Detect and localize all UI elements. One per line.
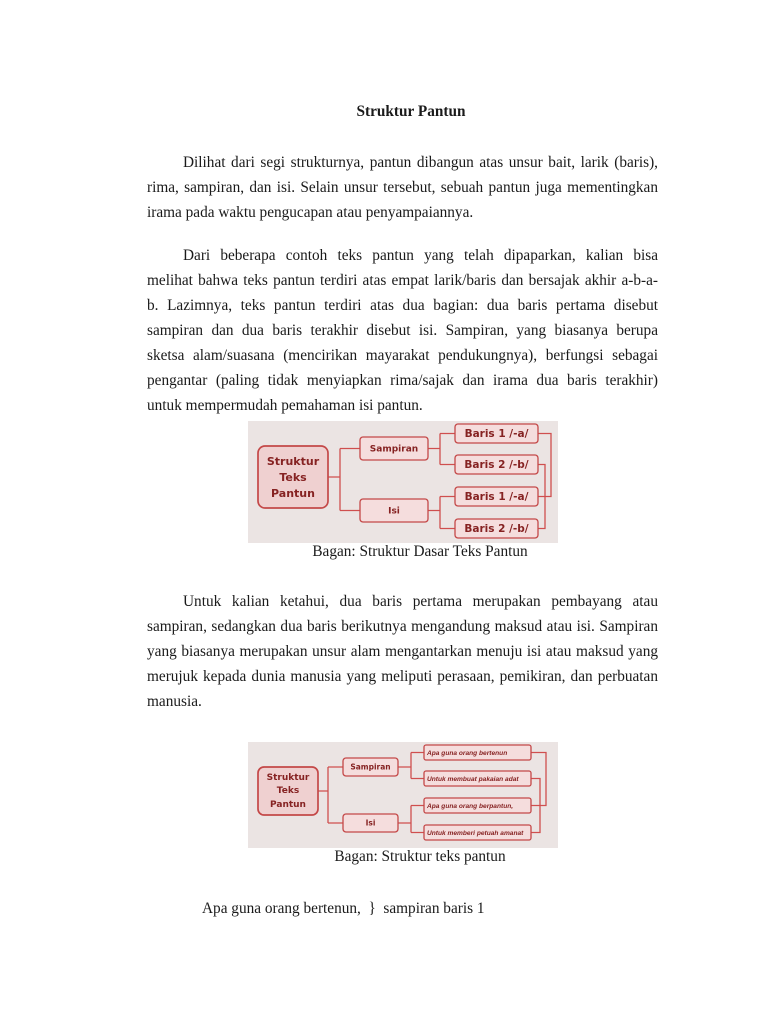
paragraph-line: manusia. xyxy=(147,692,202,710)
leaf-label: Untuk memberi petuah amanat xyxy=(427,829,524,837)
isi-label: Isi xyxy=(388,506,400,517)
paragraph-sampiran-isi xyxy=(147,243,658,418)
paragraph-line: b. Lazimnya, teks pantun terdiri atas dua bagian: dua baris pertama disebut xyxy=(147,296,658,314)
paragraph-line: merujuk kepada dunia manusia yang meliputi perasaan, pemikiran, dan perbuatan xyxy=(147,667,658,685)
root-label-line: Teks xyxy=(279,471,307,484)
isi-label: Isi xyxy=(365,818,376,828)
diagram-example-structure xyxy=(248,742,558,848)
figure-caption: Bagan: Struktur teks pantun xyxy=(334,847,506,865)
leaf-label: Apa guna orang bertenun xyxy=(427,749,508,757)
paragraph-line: sketsa alam/suasana (mencirikan mayarakat pendukungnya), berfungsi sebagai xyxy=(147,346,658,364)
root-label-line: Struktur xyxy=(266,455,320,468)
sampiran-label: Sampiran xyxy=(350,762,391,772)
diagram-basic-structure xyxy=(248,421,558,543)
root-label-line: Teks xyxy=(276,786,300,796)
figure-caption: Bagan: Struktur Dasar Teks Pantun xyxy=(312,542,528,560)
leaf-label: Apa guna orang berpantun, xyxy=(427,802,514,810)
leaf-label: Baris 1 /-a/ xyxy=(464,428,529,441)
pantun-verse: Apa guna orang bertenun, xyxy=(202,899,361,917)
leaf-label: Untuk membuat pakaian adat xyxy=(427,775,519,783)
paragraph-line: melihat bahwa teks pantun terdiri atas empat larik/baris dan bersajak akhir a-b-a- xyxy=(147,271,658,289)
root-label-line: Pantun xyxy=(270,800,306,810)
paragraph-line: Dilihat dari segi strukturnya, pantun dibangun atas unsur bait, larik (baris), xyxy=(183,153,658,171)
brace-symbol: } xyxy=(368,899,376,917)
paragraph-line: rima, sampiran, dan isi. Selain unsur tersebut, sebuah pantun juga mementingkan xyxy=(147,178,658,196)
page-title: Struktur Pantun xyxy=(356,102,466,120)
root-label-line: Pantun xyxy=(271,487,315,500)
leaf-label: Baris 2 /-b/ xyxy=(464,523,529,536)
sampiran-label: Sampiran xyxy=(369,444,419,455)
leaf-label: Baris 1 /-a/ xyxy=(464,491,529,504)
paragraph-pembayang xyxy=(147,589,658,714)
paragraph-structure-intro xyxy=(147,150,658,225)
paragraph-line: pengantar (paling tidak menyiapkan rima/sajak dan irama dua baris terakhir) xyxy=(147,371,658,389)
pantun-example-line xyxy=(202,896,485,921)
leaf-label: Baris 2 /-b/ xyxy=(464,459,529,472)
paragraph-line: sampiran dan dua baris terakhir disebut isi. Sampiran, yang biasanya berupa xyxy=(147,321,658,339)
pantun-verse-note: sampiran baris 1 xyxy=(383,899,485,917)
paragraph-line: irama pada waktu pengucapan atau penyampaiannya. xyxy=(147,203,474,221)
paragraph-line: sampiran, sedangkan dua baris berikutnya mengandung maksud atau isi. Sampiran xyxy=(147,617,658,635)
paragraph-line: yang biasanya merupakan unsur alam mengantarkan menuju isi atau maksud yang xyxy=(147,642,658,660)
root-label-line: Struktur xyxy=(266,773,310,783)
paragraph-line: untuk mempermudah pemahaman isi pantun. xyxy=(147,396,423,414)
paragraph-line: Dari beberapa contoh teks pantun yang telah dipaparkan, kalian bisa xyxy=(183,246,658,264)
paragraph-line: Untuk kalian ketahui, dua baris pertama merupakan pembayang atau xyxy=(183,592,658,610)
